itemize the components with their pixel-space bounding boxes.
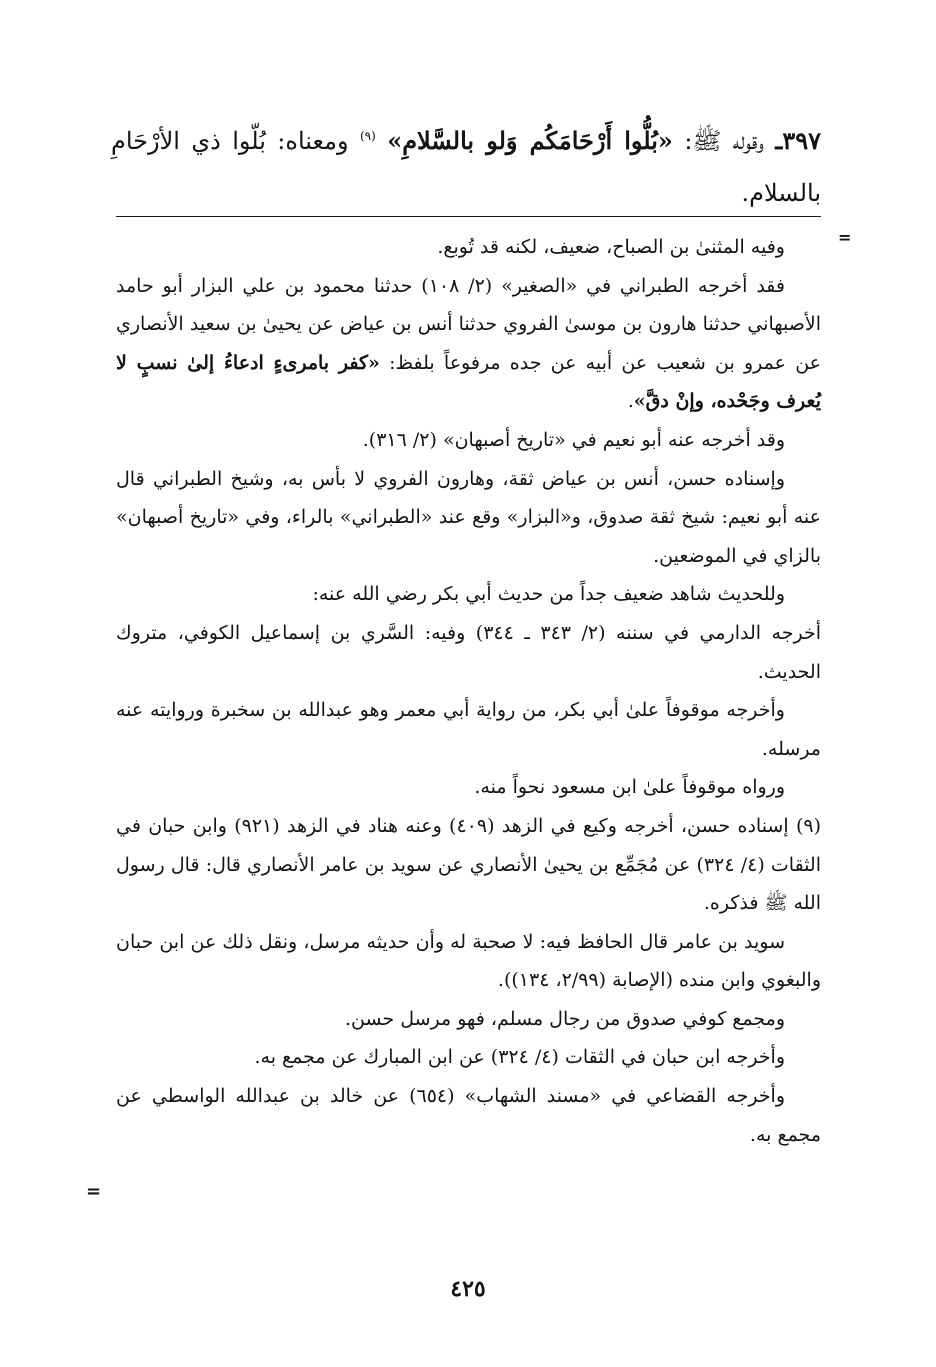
footnote-number: (٩) [795, 814, 821, 837]
entry-lead: وقوله ﷺ: [672, 127, 764, 155]
footnote-paragraph: وأخرجه القضاعي في «مسند الشهاب» (٦٥٤) عن خالد بن عبدالله الواسطي عن مجمع به. [116, 1085, 821, 1146]
hadith-text: «بُلُّوا أَرْحَامَكُم وَلو بالسَّلامِ» [387, 126, 673, 155]
main-entry [111, 110, 821, 219]
continued-marker: = [838, 228, 852, 247]
continues-marker: = [86, 1181, 102, 1202]
footnote-paragraph: ومجمع كوفي صدوق من رجال مسلم، فهو مرسل حسن. [344, 1007, 785, 1030]
footnote-paragraph: أخرجه الدارمي في سننه (٢/ ٣٤٣ ـ ٣٤٤) وفيه: السَّري بن إسماعيل الكوفي، متروك الحديث. [116, 621, 821, 683]
footnote-paragraph: سويد بن عامر قال الحافظ فيه: لا صحبة له وأن حديثه مرسل، ونقل ذلك عن ابن حبان والبغوي وابن منده (الإصابة (٢/٩٩، ١٣٤)). [116, 930, 821, 992]
footnote-ref: (٩) [359, 129, 376, 143]
footnotes-section [116, 228, 821, 1154]
page-number: ٤٢٥ [450, 1276, 486, 1302]
footnote-paragraph: فقد أخرجه الطبراني في «الصغير» (٢/ ١٠٨) حدثنا محمود بن علي البزار أبو حامد الأصبهاني حدثنا هارون بن موسىٰ الفروي حدثنا أنس بن عياض عن يحيىٰ بن سعيد الأنصاري عن عمرو بن شعيب عن أبيه عن جده مرفوعاً بلفظ: «كفر بامرىءٍ ادعاءُ إلىٰ نسبٍ لا يُعرف وجَحْده، وإنْ دقَّ». [116, 274, 821, 413]
footnote-paragraph: ورواه موقوفاً علىٰ ابن مسعود نحواً منه. [474, 776, 785, 799]
footnote-9: (٩) إسناده حسن، أخرجه وكيع في الزهد (٤٠٩) وعنه هناد في الزهد (٩٢١) وابن حبان في الثقات (٤/ ٣٢٤) عن مُجَمِّع بن يحيىٰ الأنصاري عن سويد بن عامر الأنصاري قال: قال رسول الله ﷺ فذكره. [116, 814, 821, 915]
entry-number: ٣٩٧ـ [775, 126, 821, 155]
footnote-paragraph: وإسناده حسن، أنس بن عياض ثقة، وهارون الفروي لا بأس به، وشيخ الطبراني قال عنه أبو نعيم: شيخ ثقة صدوق، و«البزار» وقع عند «الطبراني» بالراء، وفي «تاريخ أصبهان» بالزاي في الموضعين. [116, 467, 821, 567]
quoted-hadith: «كفر بامرىءٍ ادعاءُ إلىٰ نسبٍ لا يُعرف وجَحْده، وإنْ دقَّ» [116, 351, 821, 413]
footnote-paragraph: وللحديث شاهد ضعيف جداً من حديث أبي بكر رضي الله عنه: [312, 583, 785, 606]
footnote-paragraph: وفيه المثنىٰ بن الصباح، ضعيف، لكنه قد تُوبع. [437, 236, 785, 258]
footnote-paragraph: وأخرجه ابن حبان في الثقات (٤/ ٣٢٤) عن ابن المبارك عن مجمع به. [254, 1046, 785, 1069]
footnote-paragraph: وقد أخرجه عنه أبو نعيم في «تاريخ أصبهان» (٢/ ٣١٦). [362, 428, 785, 451]
entry-explanation: ومعناه: بُلّوا ذي الأرْحَامِ بالسلام. [111, 127, 821, 207]
footnote-separator [116, 216, 821, 217]
footnote-paragraph: وأخرجه موقوفاً علىٰ أبي بكر، من رواية أبي معمر وهو عبدالله بن سخبرة وروايته عنه مرسله. [116, 699, 821, 760]
